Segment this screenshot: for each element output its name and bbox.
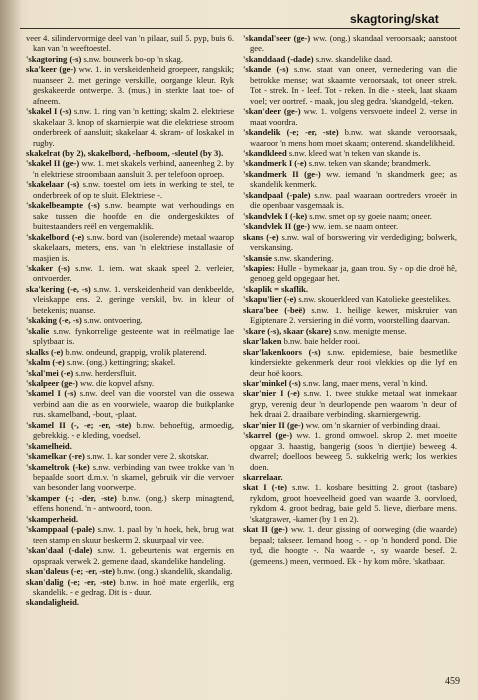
dictionary-entry bbox=[243, 33, 457, 54]
entry-headword: skar'minkel (-s) bbox=[243, 377, 301, 388]
entry-headword: 'skarrel (ge-) bbox=[243, 430, 293, 441]
dictionary-entry bbox=[243, 221, 457, 231]
dictionary-entry bbox=[26, 451, 234, 461]
entry-definition: s.nw. 1. gebeurtenis wat ergernis en opspraak verwek 2. gemene daad, skandelike handeling. bbox=[33, 545, 234, 566]
entry-definition: s.nw. fynkorrelige gesteente wat in reëlmatige lae splytbaar is. bbox=[33, 325, 234, 347]
entry-definition: s.nw. 1. heilige kewer, miskruier van Egiptenare 2. versiering in dié vorm, voorstelling daarvan. bbox=[250, 304, 457, 326]
entry-definition: s.nw. deel van die voorstel van die ossewa verbind aan die as en voorwiele, waarop die buikplanke rus. skamelband, -bout, -plaat. bbox=[33, 388, 234, 420]
dictionary-entry bbox=[26, 545, 234, 566]
entry-definition: s.nw. wal of borswering vir verdediging; bolwerk, verskansing. bbox=[250, 231, 457, 253]
entry-headword: skar'laken bbox=[243, 336, 282, 347]
entry-definition: s.nw. 1. kosbare besitting 2. groot (tasbare) rykdom, groot hoeveelheid goed van waarde 3. oorvloed, rykdom 4. groot bedrag, baie geld 5. lieve, dierbare mens. 'skatgrawer, -kamer (by 1 en 2). bbox=[250, 482, 457, 524]
entry-headword: 'skal'mei (-e) bbox=[26, 367, 74, 378]
entry-headword: 'skalie bbox=[26, 325, 50, 336]
entry-headword: skat I (-te) bbox=[243, 482, 287, 493]
entry-definition: s.nw. epidemiese, baie besmetlike kindersiekte gekenmerk deur rooi vlekkies op die lyf en deur hoë koors. bbox=[250, 346, 458, 378]
dictionary-entry bbox=[26, 148, 234, 158]
entry-headword: 'skamper (-; -der, -ste) bbox=[26, 492, 117, 503]
dictionary-entry bbox=[243, 336, 457, 346]
entry-headword: 'skalm (-e) bbox=[26, 357, 65, 368]
dictionary-entry bbox=[243, 326, 457, 336]
entry-headword: 'skande (-s) bbox=[243, 64, 289, 75]
entry-definition: s.nw. 1. ring van 'n ketting; skalm 2. elektriese skakelaar 3. knop of skarnierpie wat die elektriese stroom onderbreek of aansluit; skakelaar 4. skram- of loskakel in rugby. bbox=[33, 106, 234, 148]
entry-definition: b.nw. ondeund, grappig, vrolik platerend. bbox=[65, 346, 207, 357]
entry-headword: skan'dalig (-e; -er, -ste) bbox=[26, 576, 116, 587]
entry-headword: 'skagtoring (-s) bbox=[26, 53, 82, 64]
entry-definition: b.nw. behoeftig, armoedig, gebrekkig. - e kleding, voedsel. bbox=[33, 419, 235, 441]
entry-definition: s.nw. skandelike daad. bbox=[315, 53, 393, 64]
entry-headword: 'skamel II (-, -e; -er, -ste) bbox=[26, 419, 132, 430]
entry-definition: s.nw. teken van skande; brandmerk. bbox=[308, 158, 431, 169]
dictionary-entry bbox=[26, 357, 234, 367]
entry-definition: s.nw. (ong.) kettingring; skakel. bbox=[66, 357, 176, 368]
dictionary-entry bbox=[26, 388, 234, 419]
entry-definition: s.nw. smet op sy goeie naam; oneer. bbox=[309, 210, 432, 221]
entry-headword: 'skandpaal (-pale) bbox=[243, 189, 311, 200]
entry-headword: 'skandvlek II (ge-) bbox=[243, 221, 310, 232]
entry-definition: ww. (ong.) skandaal veroorsaak; aanstoot gee. bbox=[250, 33, 458, 54]
dictionary-entry bbox=[243, 64, 457, 106]
dictionary-entry bbox=[26, 441, 234, 451]
dictionary-entry bbox=[26, 378, 234, 388]
dictionary-entry bbox=[243, 482, 457, 524]
dictionary-entry bbox=[243, 106, 457, 127]
book-gutter-shadow bbox=[0, 0, 22, 700]
dictionary-entry bbox=[26, 263, 234, 284]
dictionary-entry bbox=[243, 305, 457, 326]
entry-definition: s.nw. 1. paal by 'n hoek, hek, brug wat teen stamp en skuur beskerm 2. skuurpaal vir vee. bbox=[33, 524, 234, 545]
entry-headword: 'skameltrok (-ke) bbox=[26, 461, 90, 472]
entry-headword: skakelrat (by 2), skakelbord, -hefboom, -sleutel (by 3). bbox=[26, 147, 224, 158]
dictionary-entry bbox=[26, 200, 234, 231]
entry-headword: skandaligheid. bbox=[26, 597, 79, 608]
entry-definition: ww. 1. in verskeidenheid groepeer, rangskik; nuanseer 2. met geringe verskille, oorgange kleur. Ryk geskakeerde ontwerpe. 3. (mus.) in sterkte laat toe- of afneem. bbox=[33, 64, 234, 106]
entry-headword: 'skamelheid. bbox=[26, 440, 72, 451]
dictionary-entry bbox=[26, 326, 234, 347]
dictionary-entry bbox=[26, 577, 234, 598]
entry-headword: skar'nier II (ge-) bbox=[243, 419, 304, 430]
dictionary-entry bbox=[26, 514, 234, 524]
dictionary-entry bbox=[243, 253, 457, 263]
dictionary-entry bbox=[243, 472, 457, 482]
dictionary-entry bbox=[243, 232, 457, 253]
dictionary-entry bbox=[243, 211, 457, 221]
entry-definition: s.nw. paal waaraan oortreders vroeër in die openbaar vasgemaak is. bbox=[250, 189, 458, 211]
entry-definition: b.nw. (ong.) skerp minagtend, effens honend. 'n - antwoord, toon. bbox=[33, 492, 234, 514]
entry-headword: 'skaker (-s) bbox=[26, 262, 70, 273]
entry-definition: ww. die kopvel afsny. bbox=[79, 377, 155, 388]
entry-headword: 'skansie bbox=[243, 252, 272, 263]
entry-definition: s.nw. 1. kar sonder vere 2. skotskar. bbox=[86, 451, 209, 462]
entry-definition: s.nw. ontvoering. bbox=[83, 315, 143, 326]
entry-definition: s.nw. bouwerk bo-op 'n skag. bbox=[83, 53, 183, 64]
entry-headword: 'skamppaal (-pale) bbox=[26, 524, 95, 535]
entry-definition: s.nw. herdersfluit. bbox=[75, 367, 137, 378]
dictionary-entry bbox=[26, 64, 234, 106]
dictionary-entry bbox=[26, 368, 234, 378]
entry-definition: ww. 1. met skakels verbind, aaneenheg 2. by 'n elektriese stroombaan aansluit 3. per telefoon oproep. bbox=[33, 158, 234, 179]
entry-definition: s.nw. 1. iem. wat skaak speel 2. verleier, ontvoerder. bbox=[33, 262, 234, 284]
dictionary-entry bbox=[243, 148, 457, 158]
entry-definition: s.nw. 1. twee stukke metaal wat inmekaar gryp, verenig deur 'n deurlopende pen waarom 'n deur of hek draai 2. draaibare verbinding. skarniergewrig. bbox=[250, 388, 458, 420]
entry-headword: 'skandkleed bbox=[243, 147, 287, 158]
entry-definition: s.nw. kleed wat 'n teken van skande is. bbox=[288, 147, 421, 158]
entry-headword: 'skandal'seer (ge-) bbox=[243, 33, 311, 43]
entry-definition: s.nw. verbinding van twee trokke van 'n bepaalde soort d.m.v. 'n skamel, gebruik vir die vervoer van besonder lang voorwerpe. bbox=[33, 461, 235, 493]
dictionary-entry bbox=[243, 169, 457, 190]
entry-definition: s.nw. staat van oneer, vernedering van die betrokke mense; wat skaamte veroorsaak, tot oneer strek. Tot - strek. In - leef. Tot - reken. In die - steek, laat skaam voel; ver oortref. - maak, jou sleg gedra. 'skandgeld, -teken. bbox=[250, 64, 457, 106]
dictionary-entry bbox=[26, 566, 234, 576]
entry-headword: ska'keer (ge-) bbox=[26, 64, 76, 75]
entry-headword: skarrelaar. bbox=[243, 472, 283, 483]
dictionary-entry bbox=[26, 315, 234, 325]
dictionary-entry bbox=[243, 127, 457, 148]
dictionary-entry bbox=[243, 430, 457, 472]
dictionary-entry bbox=[26, 54, 234, 64]
entry-definition: ww. 1. grond omwoel. skrop 2. met moeite opgaar 3. haastig, bangerig (soos 'n diertjie) beweeg 4. dwarrel; doelloos beweeg 5. sukkelrig werk; los werkies doen. bbox=[250, 430, 457, 472]
entry-definition: s.nw. toestel om iets in werking te stel, te onderbreek of op te sluit. Elektriese -. bbox=[33, 179, 234, 200]
entry-headword: 'skandelik (-e; -er, -ste) bbox=[243, 127, 339, 138]
dictionary-entry bbox=[26, 493, 234, 514]
entry-headword: 'skaplik = skaflik. bbox=[243, 283, 308, 294]
entry-headword: skat II (ge-) bbox=[243, 524, 288, 535]
entry-definition: ww. om 'n skarnier of verbinding draai. bbox=[305, 419, 441, 430]
entry-headword: 'skaking (-e, -s) bbox=[26, 315, 82, 326]
entry-definition: ww. 1. volgens versvoete indeel 2. verse in maat voordra. bbox=[250, 106, 458, 127]
dictionary-entry bbox=[243, 378, 457, 388]
entry-headword: skans (-e) bbox=[243, 231, 279, 242]
dictionary-entry bbox=[243, 524, 457, 566]
dictionary-entry bbox=[243, 420, 457, 430]
dictionary-entry bbox=[243, 190, 457, 211]
dictionary-entry bbox=[26, 524, 234, 545]
dictionary-entry bbox=[26, 347, 234, 357]
entry-headword: 'skandmerk II (ge-) bbox=[243, 168, 321, 179]
entry-definition: veer 4. silindervormige deel van 'n pilaar, suil 5. pyp, buis 6. kan van 'n weeftoestel. bbox=[26, 33, 234, 54]
entry-headword: 'skandmerk I (-e) bbox=[243, 158, 307, 169]
dictionary-entry bbox=[26, 284, 234, 315]
dictionary-entry bbox=[26, 158, 234, 179]
entry-definition: b.nw. baie helder rooi. bbox=[283, 336, 360, 347]
entry-headword: 'skan'deer (ge-) bbox=[243, 106, 301, 117]
entry-definition: b.nw. wat skande veroorsaak, waaroor 'n mens hom moet skaam; onterend. skandelikheid. bbox=[250, 127, 457, 148]
entry-headword: skar'nier I (-e) bbox=[243, 388, 300, 399]
entry-headword: ska'kering (-e, -s) bbox=[26, 283, 91, 294]
dictionary-entry bbox=[26, 232, 234, 263]
entry-definition: s.nw. skandering. bbox=[274, 252, 334, 263]
dictionary-entry bbox=[243, 388, 457, 419]
entry-definition: s.nw. beampte wat verhoudings en sake tussen die hoofde en die ondergeskiktes of buitestaanders reël en vergemaklik. bbox=[33, 200, 235, 232]
entry-definition: s.nw. 1. verskeidenheid van denkbeelde, vleiskappe ens. 2. geringe verskil, bv. in kleur of betekenis; nuanse. bbox=[33, 283, 234, 315]
entry-headword: 'skandvlek I (-ke) bbox=[243, 210, 308, 221]
page-number: 459 bbox=[445, 676, 460, 687]
entry-headword: 'skamperheid. bbox=[26, 513, 78, 524]
entry-headword: skara'bee (-beë) bbox=[243, 304, 306, 315]
entry-headword: 'skapies: bbox=[243, 262, 275, 273]
entry-headword: skar'lakenkoors (-s) bbox=[243, 346, 321, 357]
entry-definition: s.nw. bord van (isolerende) metaal waarop skakelaars, meters, ens. van 'n elektriese installasie of masjien is. bbox=[33, 231, 234, 263]
dictionary-entry bbox=[26, 462, 234, 493]
dictionary-entry bbox=[26, 106, 234, 148]
entry-definition: Hulle - bymekaar ja, gaan trou. Sy - op die droë hê, genoeg geld opgegaar het. bbox=[250, 262, 457, 284]
entry-headword: skan'daleus (-e; -er, -ste) bbox=[26, 566, 115, 577]
dictionary-entry bbox=[243, 158, 457, 168]
entry-headword: 'skan'daal (-dale) bbox=[26, 545, 93, 556]
dictionary-entry bbox=[26, 33, 234, 54]
entry-headword: skalks (-e) bbox=[26, 346, 64, 357]
dictionary-entry bbox=[243, 263, 457, 284]
running-head: skagtoring/skat bbox=[350, 12, 439, 26]
dictionary-entry bbox=[243, 54, 457, 64]
dictionary-entry bbox=[26, 420, 234, 441]
dictionary-entry bbox=[26, 179, 234, 200]
entry-definition: ww. iemand 'n skandmerk gee; as skandelik kenmerk. bbox=[250, 168, 458, 190]
entry-headword: 'skamelkar (-re) bbox=[26, 451, 85, 462]
entry-headword: 'skakelbeampte (-s) bbox=[26, 200, 100, 211]
entry-definition: s.nw. skouerkleed van Katolieke geestelikes. bbox=[298, 294, 451, 305]
dictionary-entry bbox=[243, 284, 457, 294]
entry-headword: 'skakelbord (-e) bbox=[26, 231, 85, 242]
right-column bbox=[243, 33, 457, 673]
entry-definition: ww. 1. deur gissing of oorweging (die waarde) bepaal; takseer. Iemand hoog -. - op 'n honderd pond. Die tyd, die hoogte -. Na waarde -, sy waarde besef. 2. (gemeens.) meen, vermoed. Ek - hy kom môre. 'skatbaar. bbox=[250, 524, 457, 566]
entry-headword: 'skakelaar (-s) bbox=[26, 179, 80, 190]
left-column bbox=[26, 33, 234, 673]
dictionary-entry bbox=[243, 347, 457, 378]
entry-definition: b.nw. (ong.) skandelik, skandalig. bbox=[117, 566, 233, 577]
entry-headword: 'skamel I (-s) bbox=[26, 388, 77, 399]
entry-definition: b.nw. in hoë mate ergerlik, erg skandelik. - e gedrag. Dit is - duur. bbox=[33, 576, 234, 598]
entry-headword: 'skare (-s), skaar (skare) bbox=[243, 325, 332, 336]
dictionary-entry bbox=[26, 597, 234, 607]
entry-definition: s.nw. lang, maer mens, veral 'n kind. bbox=[302, 377, 428, 388]
dictionary-entry bbox=[243, 294, 457, 304]
entry-headword: 'skakel II (ge-) bbox=[26, 158, 80, 169]
entry-definition: s.nw. menigte mense. bbox=[333, 325, 407, 336]
entry-headword: 'skalpeer (ge-) bbox=[26, 377, 78, 388]
entry-headword: 'skanddaad (-dade) bbox=[243, 53, 314, 64]
header-rule bbox=[20, 28, 460, 29]
entry-headword: 'skapu'lier (-e) bbox=[243, 294, 297, 305]
entry-definition: ww. iem. se naam onteer. bbox=[312, 221, 399, 232]
entry-headword: 'skakel I (-s) bbox=[26, 106, 72, 117]
